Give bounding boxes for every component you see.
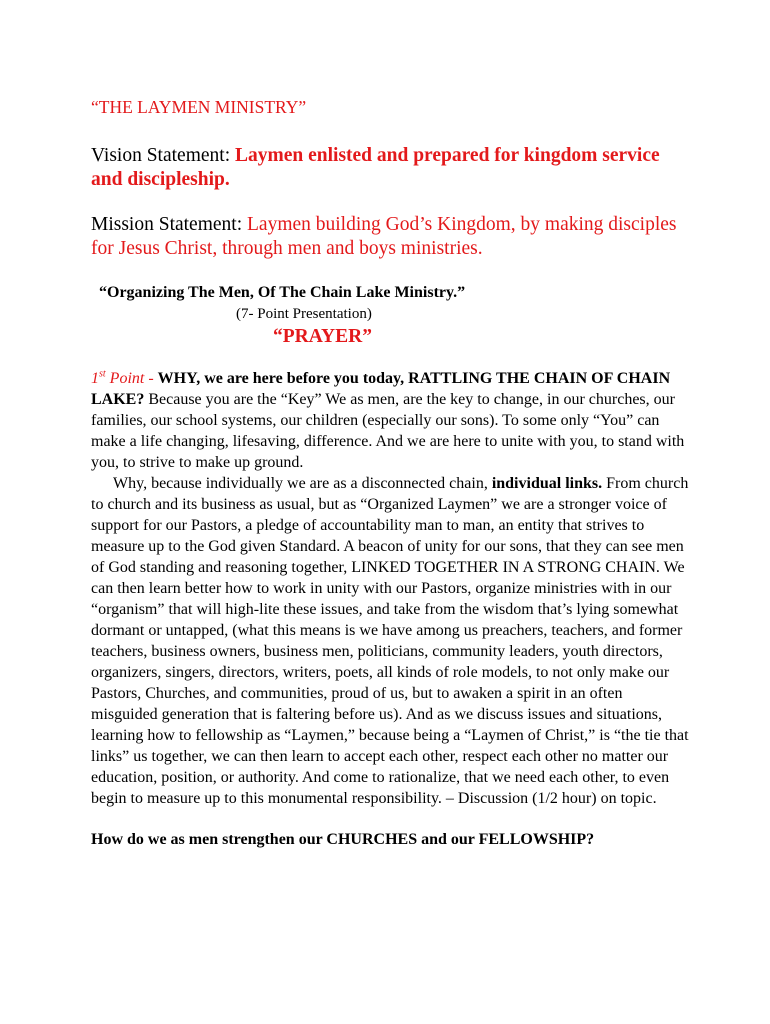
point-label-text: Point - (105, 370, 158, 387)
point-one-paragraph-2-start: Why, because individually we are as a disconnected chain, (113, 475, 492, 492)
prayer-heading: “PRAYER” (273, 326, 372, 347)
vision-text: Laymen enlisted and prepared for kingdom service and discipleship. (91, 145, 660, 190)
presentation-note: (7- Point Presentation) (236, 306, 372, 322)
point-ordinal-suffix: st (99, 368, 106, 380)
point-one-heading: WHY, we are here before you today, RATTLING THE CHAIN OF CHAIN LAKE? (91, 370, 671, 408)
point-one-paragraph-2-emphasis: individual links. (491, 475, 603, 492)
point-number: 1 (91, 370, 99, 387)
point-one-section (91, 368, 691, 809)
mission-text: Laymen building God’s Kingdom, by making disciples for Jesus Christ, through men and boys ministries. (91, 214, 677, 259)
presentation-header (91, 282, 691, 349)
vision-label: Vision Statement: (91, 145, 235, 166)
point-one-paragraph-1: Because you are the “Key” We as men, are the key to change, in our churches, our families, our school systems, our children (especially our sons). To some only “You” can make a life changing, lifesaving, difference. And we are here to unite with you, to stand with you, to strive to make up ground. (91, 391, 685, 471)
discussion-question: How do we as men strengthen our CHURCHES and our FELLOWSHIP? (91, 831, 595, 848)
point-one-label (91, 370, 158, 387)
vision-statement (91, 144, 691, 192)
document-title: “THE LAYMEN MINISTRY” (91, 97, 307, 117)
mission-label: Mission Statement: (91, 214, 247, 235)
document-page (91, 96, 691, 850)
organizing-heading: “Organizing The Men, Of The Chain Lake Ministry.” (99, 284, 466, 301)
mission-statement (91, 213, 691, 261)
point-one-paragraph-2-rest: From church to church and its business as usual, but as “Organized Laymen” we are a stronger voice of support for our Pastors, a pledge of accountability man to man, an entity that strives to measure up to the God given Standard. A beacon of unity for our sons, that they can see men of God standing and reasoning together, LINKED TOGETHER IN A STRONG CHAIN. We can then learn better how to work in unity with our Pastors, organize ministries with in our “organism” that will high-lite these issues, and take from the wisdom that’s lying somewhat dormant or untapped, (what this means is we have among us preachers, teachers, and former teachers, business owners, business men, politicians, community leaders, youth directors, organizers, singers, directors, writers, poets, all kinds of role models, to not only make our Pastors, Churches, and communities, proud of us, but to awaken a spirit in an often misguided generation that is faltering before us). And as we discuss issues and situations, learning how to fellowship as “Laymen,” because being a “Laymen of Christ,” is “the tie that links” us together, we can then learn to accept each other, respect each other no matter our education, position, or authority. And come to rationalize, that we need each other, to even begin to measure up to this monumental responsibility. – Discussion (1/2 hour) on topic. (91, 475, 689, 807)
